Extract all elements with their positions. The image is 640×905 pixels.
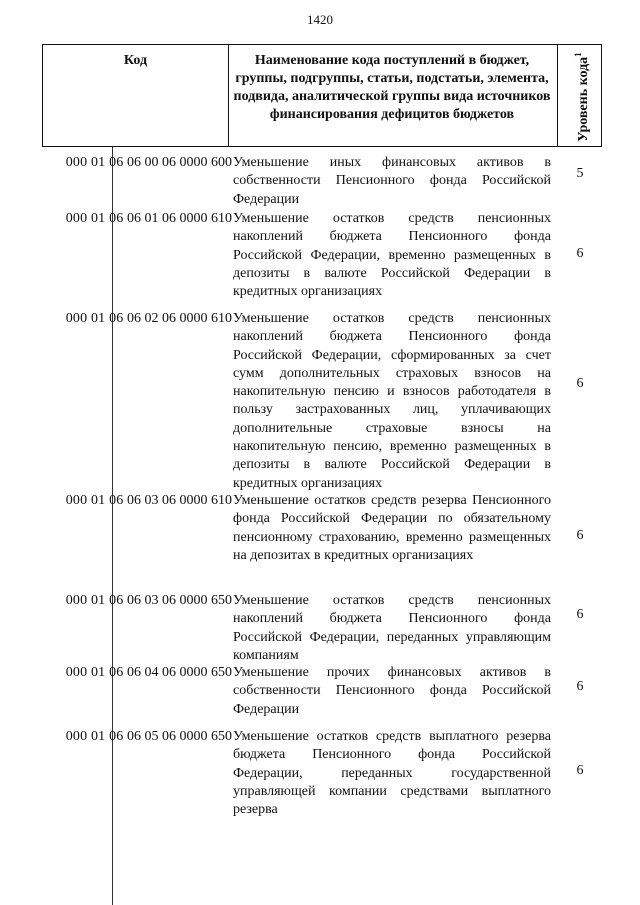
row-level: 6	[576, 376, 584, 391]
code-suffix: 06 03 06 0000 650	[127, 593, 232, 608]
code-suffix: 06 02 06 0000 610	[127, 311, 232, 326]
column-divider	[228, 45, 229, 146]
row-level: 5	[576, 166, 584, 181]
row-code	[4, 310, 232, 328]
row-level: 6	[576, 607, 584, 622]
row-code	[4, 154, 232, 172]
code-prefix: 000 01 06	[65, 493, 124, 508]
row-name: Уменьшение иных финансовых активов в собственности Пенсионного фонда Российской Федерации	[233, 155, 551, 207]
row-code	[4, 664, 232, 682]
code-prefix: 000 01 06	[65, 155, 124, 170]
code-suffix: 06 04 06 0000 650	[127, 665, 232, 680]
row-level: 6	[576, 246, 584, 261]
footnote-marker: 1	[573, 52, 584, 57]
row-level: 6	[576, 679, 584, 694]
table-row	[0, 310, 640, 492]
code-prefix: 000 01 06	[65, 211, 124, 226]
table-row	[0, 154, 640, 210]
row-name: Уменьшение остатков средств пенсионных накоплений бюджета Пенсионного фонда Российской Федерации, сформированных за счет сумм дополнительных страховых взносов на накопительную пенсию и взносов работодателя в пользу застрахованных лиц, уплачивающих дополнительные страховые взносы на накопительную пенсию, временно размещенных в депозиты в валюте Российской Федерации в кредитных организациях	[233, 311, 551, 491]
row-code	[4, 492, 232, 510]
row-name: Уменьшение остатков средств пенсионных накоплений бюджета Пенсионного фонда Российской Федерации, переданных управляющим компаниям	[233, 593, 551, 663]
row-name: Уменьшение остатков средств пенсионных накоплений бюджета Пенсионного фонда Российской Федерации, временно размещенных в депозиты в валюте Российской Федерации в кредитных организациях	[233, 211, 551, 300]
code-suffix: 06 01 06 0000 610	[127, 211, 232, 226]
code-prefix: 000 01 06	[65, 665, 124, 680]
table-row	[0, 592, 640, 664]
row-code	[4, 728, 232, 746]
table-body	[0, 154, 640, 818]
row-name: Уменьшение остатков средств выплатного резерва бюджета Пенсионного фонда Российской Федерации, переданных государственной управляющей компании средствами выплатного резерва	[233, 729, 551, 818]
code-suffix: 06 00 06 0000 600	[127, 155, 232, 170]
header-name: Наименование кода поступлений в бюджет, группы, подгруппы, статьи, подстатьи, элемента, подвида, аналитической группы вида источников финансирования дефицитов бюджетов	[233, 53, 551, 122]
code-suffix: 06 05 06 0000 650	[127, 729, 232, 744]
table-row	[0, 664, 640, 728]
header-code: Код	[123, 53, 148, 68]
row-name: Уменьшение остатков средств резерва Пенсионного фонда Российской Федерации по обязательному пенсионному страхованию, временно размещенных на депозитах в кредитных организациях	[233, 493, 551, 563]
row-code	[4, 210, 232, 228]
row-name: Уменьшение прочих финансовых активов в собственности Пенсионного фонда Российской Федерации	[233, 665, 551, 717]
table-header	[42, 44, 602, 147]
page-number: 1420	[307, 12, 333, 27]
table-row	[0, 210, 640, 310]
code-prefix: 000 01 06	[65, 311, 124, 326]
code-prefix: 000 01 06	[65, 593, 124, 608]
code-prefix: 000 01 06	[65, 729, 124, 744]
row-code	[4, 592, 232, 610]
row-level: 6	[576, 528, 584, 543]
table-row	[0, 728, 640, 818]
header-level	[570, 42, 592, 152]
header-level-label: Уровень кода	[575, 56, 591, 142]
column-divider	[557, 45, 558, 146]
code-suffix: 06 03 06 0000 610	[127, 493, 232, 508]
row-level: 6	[576, 763, 584, 778]
table-row	[0, 492, 640, 592]
